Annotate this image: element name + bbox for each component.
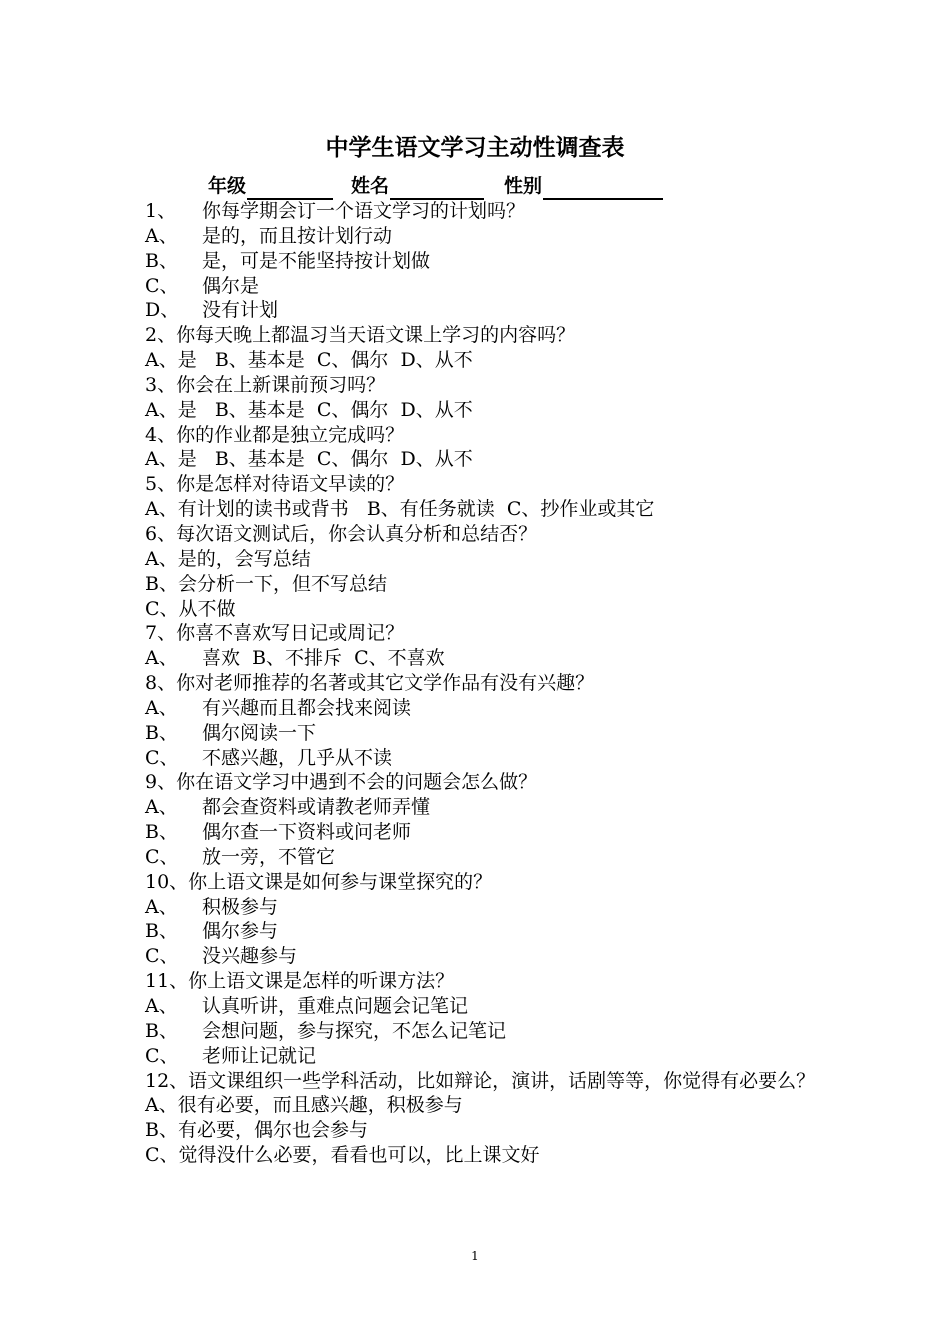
gender-label: 性别 (504, 175, 543, 197)
line-text: C、觉得没什么必要，看看也可以，比上课文好 (145, 1144, 540, 1167)
survey-line (145, 845, 825, 870)
line-marker: C、 (145, 1044, 179, 1067)
line-text: C、从不做 (145, 597, 236, 620)
survey-line (145, 348, 825, 373)
line-text: 偶尔参与 (202, 920, 279, 943)
line-marker: C、 (145, 746, 179, 769)
survey-line (145, 770, 825, 795)
line-text: 7、你喜不喜欢写日记或周记？ (145, 622, 405, 645)
page-number: 1 (471, 1249, 479, 1263)
line-text: 认真听讲，重难点问题会记笔记 (202, 995, 469, 1017)
line-text: B、有必要，偶尔也会参与 (145, 1119, 368, 1142)
line-marker: C、 (145, 845, 179, 868)
line-text: 你每学期会订一个语文学习的计划吗？ (202, 200, 526, 222)
line-marker: C、 (145, 945, 179, 968)
line-text: 积极参与 (202, 895, 279, 918)
survey-line (145, 646, 825, 671)
survey-line (145, 1069, 825, 1094)
survey-line (145, 944, 825, 969)
survey-line (145, 1093, 825, 1118)
line-text: A、是 B、基本是 C、偶尔 D、从不 (145, 398, 473, 421)
survey-line (145, 323, 825, 348)
survey-line (145, 547, 825, 572)
grade-field (208, 172, 351, 200)
survey-line (145, 621, 825, 646)
name-field (351, 172, 504, 200)
line-text: 是，可是不能坚持按计划做 (202, 249, 431, 272)
survey-line (145, 795, 825, 820)
survey-line (145, 572, 825, 597)
survey-line (145, 1143, 825, 1168)
line-text: 9、你在语文学习中遇到不会的问题会怎么做？ (145, 771, 538, 794)
survey-line (145, 373, 825, 398)
survey-line (145, 919, 825, 944)
survey-line (145, 696, 825, 721)
survey-line (145, 1118, 825, 1143)
survey-line (145, 472, 825, 497)
line-marker: A、 (145, 796, 178, 819)
name-blank[interactable] (390, 176, 484, 200)
survey-line (145, 199, 825, 224)
survey-line (145, 870, 825, 895)
line-text: A、是 B、基本是 C、偶尔 D、从不 (145, 349, 473, 372)
survey-line (145, 398, 825, 423)
survey-line (145, 1044, 825, 1069)
line-text: 4、你的作业都是独立完成吗？ (145, 423, 405, 446)
line-marker: B、 (145, 249, 178, 272)
survey-line (145, 895, 825, 920)
survey-body (145, 199, 825, 1168)
line-marker: B、 (145, 920, 178, 943)
line-text: 没有计划 (202, 299, 279, 322)
line-marker: D、 (145, 299, 180, 322)
line-marker: B、 (145, 721, 178, 744)
line-text: A、是 B、基本是 C、偶尔 D、从不 (145, 448, 473, 471)
survey-line (145, 721, 825, 746)
survey-line (145, 746, 825, 771)
line-text: 都会查资料或请教老师弄懂 (202, 796, 431, 819)
line-marker: A、 (145, 647, 178, 670)
grade-blank[interactable] (247, 176, 333, 200)
line-text: 8、你对老师推荐的名著或其它文学作品有没有兴趣？ (145, 672, 595, 695)
line-text: 偶尔查一下资料或问老师 (202, 821, 412, 844)
survey-line (145, 1019, 825, 1044)
survey-line (145, 224, 825, 249)
survey-line (145, 994, 825, 1019)
line-marker: A、 (145, 995, 178, 1017)
line-marker: B、 (145, 1019, 178, 1042)
line-text: 没兴趣参与 (202, 945, 298, 968)
line-text: 老师让记就记 (202, 1044, 317, 1067)
line-marker: A、 (145, 224, 178, 247)
survey-line (145, 274, 825, 299)
survey-line (145, 969, 825, 994)
line-text: 偶尔是 (202, 274, 260, 297)
survey-line (145, 497, 825, 522)
line-marker: B、 (145, 821, 178, 844)
line-text: 放一旁，不管它 (202, 845, 336, 868)
survey-line (145, 522, 825, 547)
line-text: A、是的，会写总结 (145, 547, 311, 570)
line-text: 会想问题，参与探究，不怎么记笔记 (202, 1019, 507, 1042)
survey-line (145, 423, 825, 448)
survey-line (145, 671, 825, 696)
line-text: 2、你每天晚上都温习当天语文课上学习的内容吗？ (145, 324, 576, 347)
line-text: 5、你是怎样对待语文早读的？ (145, 473, 405, 496)
line-text: 偶尔阅读一下 (202, 721, 317, 744)
line-text: 10、你上语文课是如何参与课堂探究的？ (145, 870, 493, 893)
line-text: 11、你上语文课是怎样的听课方法？ (145, 970, 455, 993)
survey-line (145, 298, 825, 323)
line-text: 不感兴趣，几乎从不读 (202, 746, 393, 769)
line-marker: C、 (145, 274, 179, 297)
name-label: 姓名 (351, 175, 390, 197)
survey-line (145, 820, 825, 845)
info-fields (208, 172, 663, 200)
survey-line (145, 447, 825, 472)
line-text: A、很有必要，而且感兴趣，积极参与 (145, 1094, 463, 1117)
line-text: 是的，而且按计划行动 (202, 224, 393, 247)
line-text: 6、每次语文测试后，你会认真分析和总结否？ (145, 522, 538, 545)
survey-line (145, 249, 825, 274)
line-text: 有兴趣而且都会找来阅读 (202, 696, 412, 719)
grade-label: 年级 (208, 175, 247, 197)
line-marker: A、 (145, 895, 178, 918)
line-text: 3、你会在上新课前预习吗？ (145, 373, 386, 396)
line-text: A、有计划的读书或背书 B、有任务就读 C、抄作业或其它 (145, 498, 655, 521)
gender-field (504, 172, 663, 200)
line-text: 喜欢 B、不排斥 C、不喜欢 (202, 647, 445, 670)
line-text: B、会分析一下，但不写总结 (145, 572, 387, 595)
line-marker: A、 (145, 696, 178, 719)
survey-line (145, 597, 825, 622)
line-marker: 1、 (145, 200, 177, 222)
gender-blank[interactable] (543, 176, 663, 200)
document-title: 中学生语文学习主动性调查表 (325, 135, 625, 161)
line-text: 12、语文课组织一些学科活动，比如辩论，演讲，话剧等等，你觉得有必要么？ (145, 1069, 816, 1092)
